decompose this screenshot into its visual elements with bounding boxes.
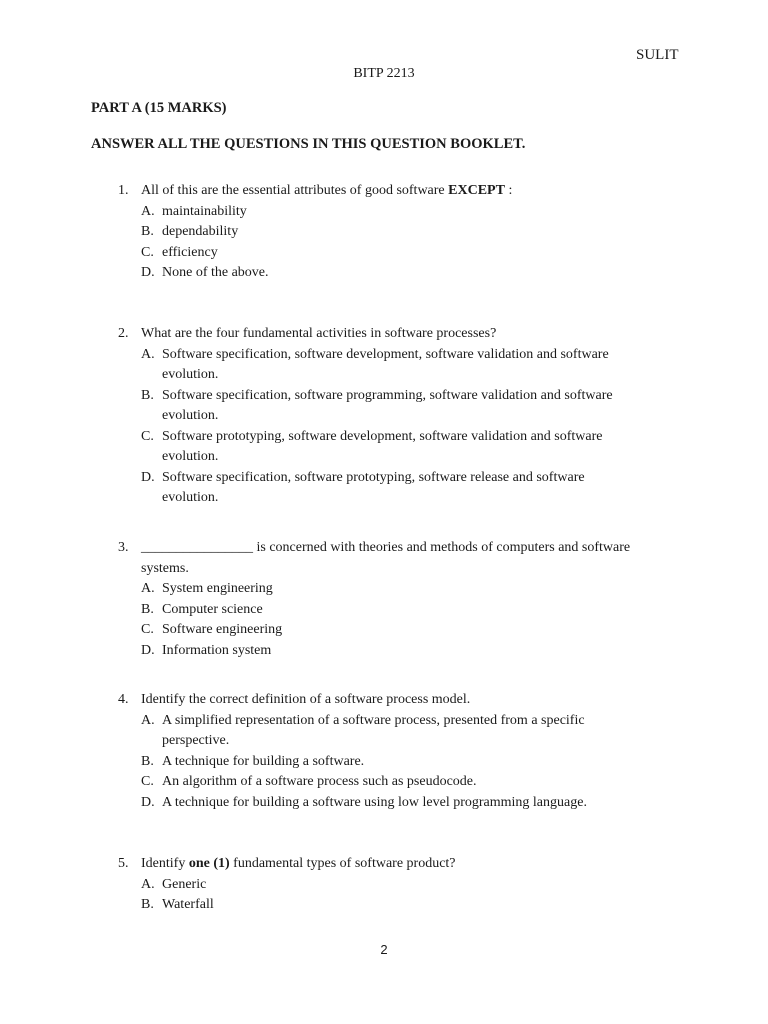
option-a[interactable]: A. maintainability (141, 203, 247, 219)
question-number: 2. (118, 326, 129, 341)
option-b[interactable]: B. dependability (141, 224, 239, 239)
option-d[interactable]: D. A technique for building a software using low level programming language. (141, 794, 587, 810)
option-a[interactable]: A. Software specification, software development, software validation and software evolution. (141, 346, 609, 382)
option-d[interactable]: D. Information system (141, 642, 272, 658)
question-2 (118, 324, 678, 509)
question-text: Identify the correct definition of a software process model. (141, 692, 471, 707)
course-code: BITP 2213 (353, 66, 415, 81)
option-b[interactable]: B. Computer science (141, 601, 263, 617)
classification-label: SULIT (636, 47, 679, 63)
question-text: What are the four fundamental activities in software processes? (141, 326, 497, 341)
instruction: ANSWER ALL THE QUESTIONS IN THIS QUESTION BOOKLET. (91, 136, 526, 152)
option-c[interactable]: C. Software prototyping, software development, software validation and software evolution. (141, 428, 603, 464)
question-1 (118, 181, 678, 284)
option-a[interactable]: A. System engineering (141, 581, 273, 596)
option-a[interactable]: A. A simplified representation of a software process, presented from a specific perspective. (141, 712, 585, 748)
option-b[interactable]: B. Waterfall (141, 897, 214, 912)
option-a[interactable]: A. Generic (141, 876, 207, 892)
question-4 (118, 690, 678, 813)
option-b[interactable]: B. A technique for building a software. (141, 753, 365, 769)
question-text: ________________ is concerned with theories and methods of computers and software (141, 538, 630, 559)
question-3 (118, 538, 678, 661)
question-number: 3. (118, 540, 129, 555)
question-5 (118, 854, 678, 916)
option-d[interactable]: D. None of the above. (141, 265, 269, 280)
question-text-continued: systems. (141, 560, 189, 576)
page-number: 2 (380, 942, 388, 957)
option-c[interactable]: C. efficiency (141, 244, 218, 260)
question-number: 1. (118, 183, 129, 198)
emphasis: one (1) (188, 856, 230, 871)
option-c[interactable]: C. An algorithm of a software process such as pseudocode. (141, 774, 477, 789)
option-c[interactable]: C. Software engineering (141, 622, 283, 637)
emphasis: EXCEPT (448, 183, 505, 198)
question-number: 4. (118, 692, 129, 707)
question-text: Identify one (1) fundamental types of software product? (141, 856, 456, 871)
option-b[interactable]: B. Software specification, software programming, software validation and software evolution. (141, 387, 613, 423)
answer-blank: ________________ (141, 540, 253, 555)
question-text: All of this are the essential attributes of good software EXCEPT : (141, 183, 513, 198)
part-title: PART A (15 MARKS) (91, 100, 227, 116)
option-d[interactable]: D. Software specification, software prototyping, software release and software evolution. (141, 469, 585, 505)
question-number: 5. (118, 856, 129, 871)
